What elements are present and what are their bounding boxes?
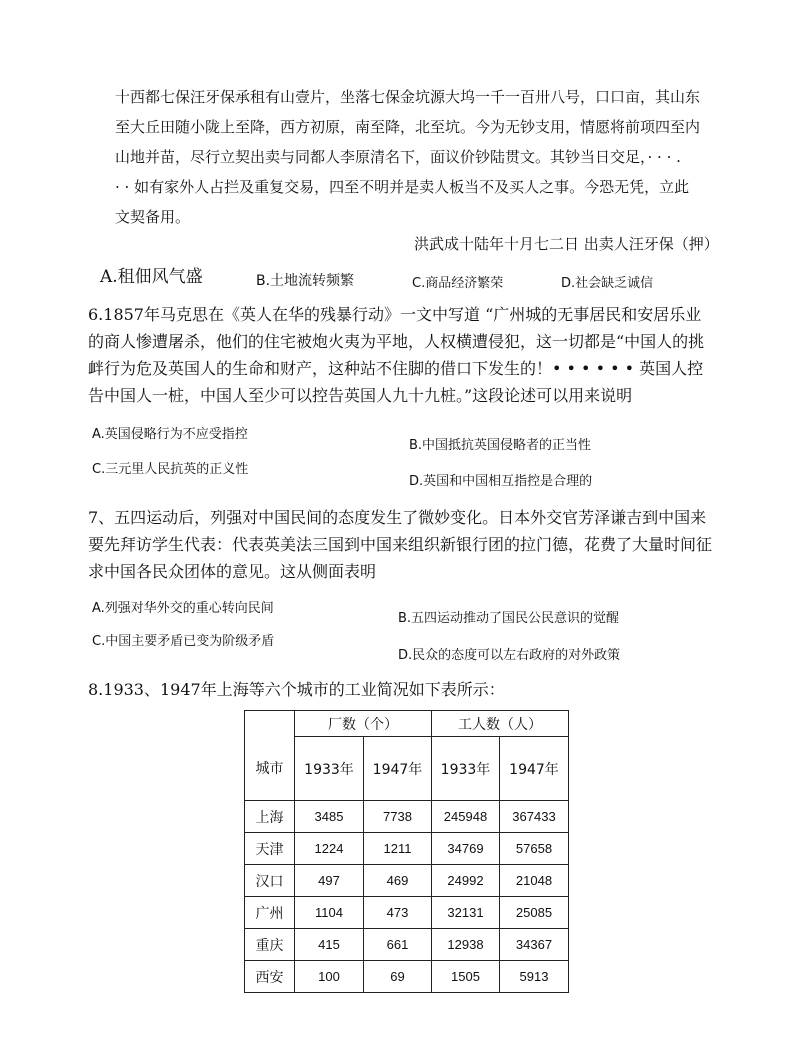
header-year: 1947年 <box>500 737 569 801</box>
table-row <box>245 929 569 961</box>
corner-cell <box>245 711 295 737</box>
value-cell: 1211 <box>364 833 432 865</box>
header-year: 1933年 <box>432 737 500 801</box>
deed-line: 山地并苗，尽行立契出卖与同都人李原清名下，面议价钞陆贯文。其钞当日交足，· · · . <box>115 148 681 166</box>
q5-option-b[interactable]: B.土地流转频繁 <box>256 273 355 289</box>
value-cell: 473 <box>364 897 432 929</box>
value-cell: 245948 <box>432 801 500 833</box>
table-row <box>245 865 569 897</box>
q6-stem-line: 告中国人一桩，中国人至少可以控告英国人九十九桩。”这段论述可以用来说明 <box>88 386 633 405</box>
q6-option-d[interactable]: D.英国和中国相互指控是合理的 <box>409 474 593 489</box>
value-cell: 24992 <box>432 865 500 897</box>
city-cell: 广州 <box>245 897 295 929</box>
value-cell: 21048 <box>500 865 569 897</box>
q5-option-d[interactable]: D.社会缺乏诚信 <box>561 276 654 291</box>
deed-passage <box>115 82 755 232</box>
value-cell: 415 <box>295 929 364 961</box>
deed-line: 文契备用。 <box>115 208 191 226</box>
industry-table <box>244 710 569 993</box>
value-cell: 1224 <box>295 833 364 865</box>
q7-stem-line: 要先拜访学生代表：代表英美法三国到中国来组织新银行团的拉门德，花费了大量时间征 <box>88 535 713 554</box>
q7-stem-line: 7、五四运动后，列强对中国民间的态度发生了微妙变化。日本外交官芳泽谦吉到中国来 <box>88 508 707 527</box>
value-cell: 32131 <box>432 897 500 929</box>
header-workers: 工人数（人） <box>432 711 569 737</box>
value-cell: 7738 <box>364 801 432 833</box>
q5-option-c[interactable]: C.商品经济繁荣 <box>412 276 504 291</box>
city-cell: 汉口 <box>245 865 295 897</box>
value-cell: 5913 <box>500 961 569 993</box>
deed-signature: 洪武成十陆年十月七二日 出卖人汪牙保（押） <box>414 235 719 253</box>
q5-option-a[interactable]: A.租佃风气盛 <box>100 267 203 287</box>
value-cell: 1104 <box>295 897 364 929</box>
header-year: 1933年 <box>295 737 364 801</box>
q6-stem-line: 的商人惨遭屠杀，他们的住宅被炮火夷为平地，人权横遭侵犯，这一切都是“中国人的挑 <box>88 332 705 351</box>
city-cell: 上海 <box>245 801 295 833</box>
city-cell: 天津 <box>245 833 295 865</box>
q6-stem-line: 衅行为危及英国人的生命和财产，这种站不住脚的借口下发生的！• • • • • • 英国人控 <box>88 359 704 378</box>
value-cell: 34769 <box>432 833 500 865</box>
value-cell: 661 <box>364 929 432 961</box>
value-cell: 34367 <box>500 929 569 961</box>
value-cell: 57658 <box>500 833 569 865</box>
value-cell: 469 <box>364 865 432 897</box>
value-cell: 367433 <box>500 801 569 833</box>
q6-option-c[interactable]: C.三元里人民抗英的正义性 <box>92 462 249 477</box>
header-year: 1947年 <box>364 737 432 801</box>
value-cell: 3485 <box>295 801 364 833</box>
q7-option-c[interactable]: C.中国主要矛盾已变为阶级矛盾 <box>92 634 275 649</box>
q6-option-b[interactable]: B.中国抵抗英国侵略者的正当性 <box>409 438 592 453</box>
value-cell: 25085 <box>500 897 569 929</box>
deed-line: 十西都七保汪牙保承租有山壹片，坐落七保金坑源大坞一千一百卅八号，口口亩，其山东 <box>115 88 701 106</box>
q6-stem-line: 6.1857年马克思在《英人在华的残暴行动》一文中写道 “广州城的无事居民和安居乐业 <box>88 305 702 324</box>
q6-option-a[interactable]: A.英国侵略行为不应受指控 <box>92 427 248 442</box>
q8-stem: 8.1933、1947年上海等六个城市的工业简况如下表所示： <box>88 680 505 699</box>
header-city: 城市 <box>245 737 295 801</box>
table-row <box>245 961 569 993</box>
value-cell: 1505 <box>432 961 500 993</box>
deed-line: 至大丘田随小陇上至降，西方初原，南至降，北至坑。今为无钞支用，情愿将前项四至内 <box>115 118 701 136</box>
q7-option-b[interactable]: B.五四运动推动了国民公民意识的觉醒 <box>398 611 620 626</box>
city-cell: 西安 <box>245 961 295 993</box>
value-cell: 100 <box>295 961 364 993</box>
value-cell: 69 <box>364 961 432 993</box>
table-row <box>245 801 569 833</box>
value-cell: 12938 <box>432 929 500 961</box>
table-row <box>245 897 569 929</box>
q7-stem-line: 求中国各民众团体的意见。这从侧面表明 <box>88 562 377 581</box>
header-factories: 厂数（个） <box>295 711 432 737</box>
deed-line: · · 如有家外人占拦及重复交易，四至不明并是卖人板当不及买人之事。今恐无凭，立此 <box>115 178 690 196</box>
city-cell: 重庆 <box>245 929 295 961</box>
value-cell: 497 <box>295 865 364 897</box>
q7-option-a[interactable]: A.列强对华外交的重心转向民间 <box>92 601 274 616</box>
q7-option-d[interactable]: D.民众的态度可以左右政府的对外政策 <box>398 648 621 663</box>
table-row <box>245 833 569 865</box>
